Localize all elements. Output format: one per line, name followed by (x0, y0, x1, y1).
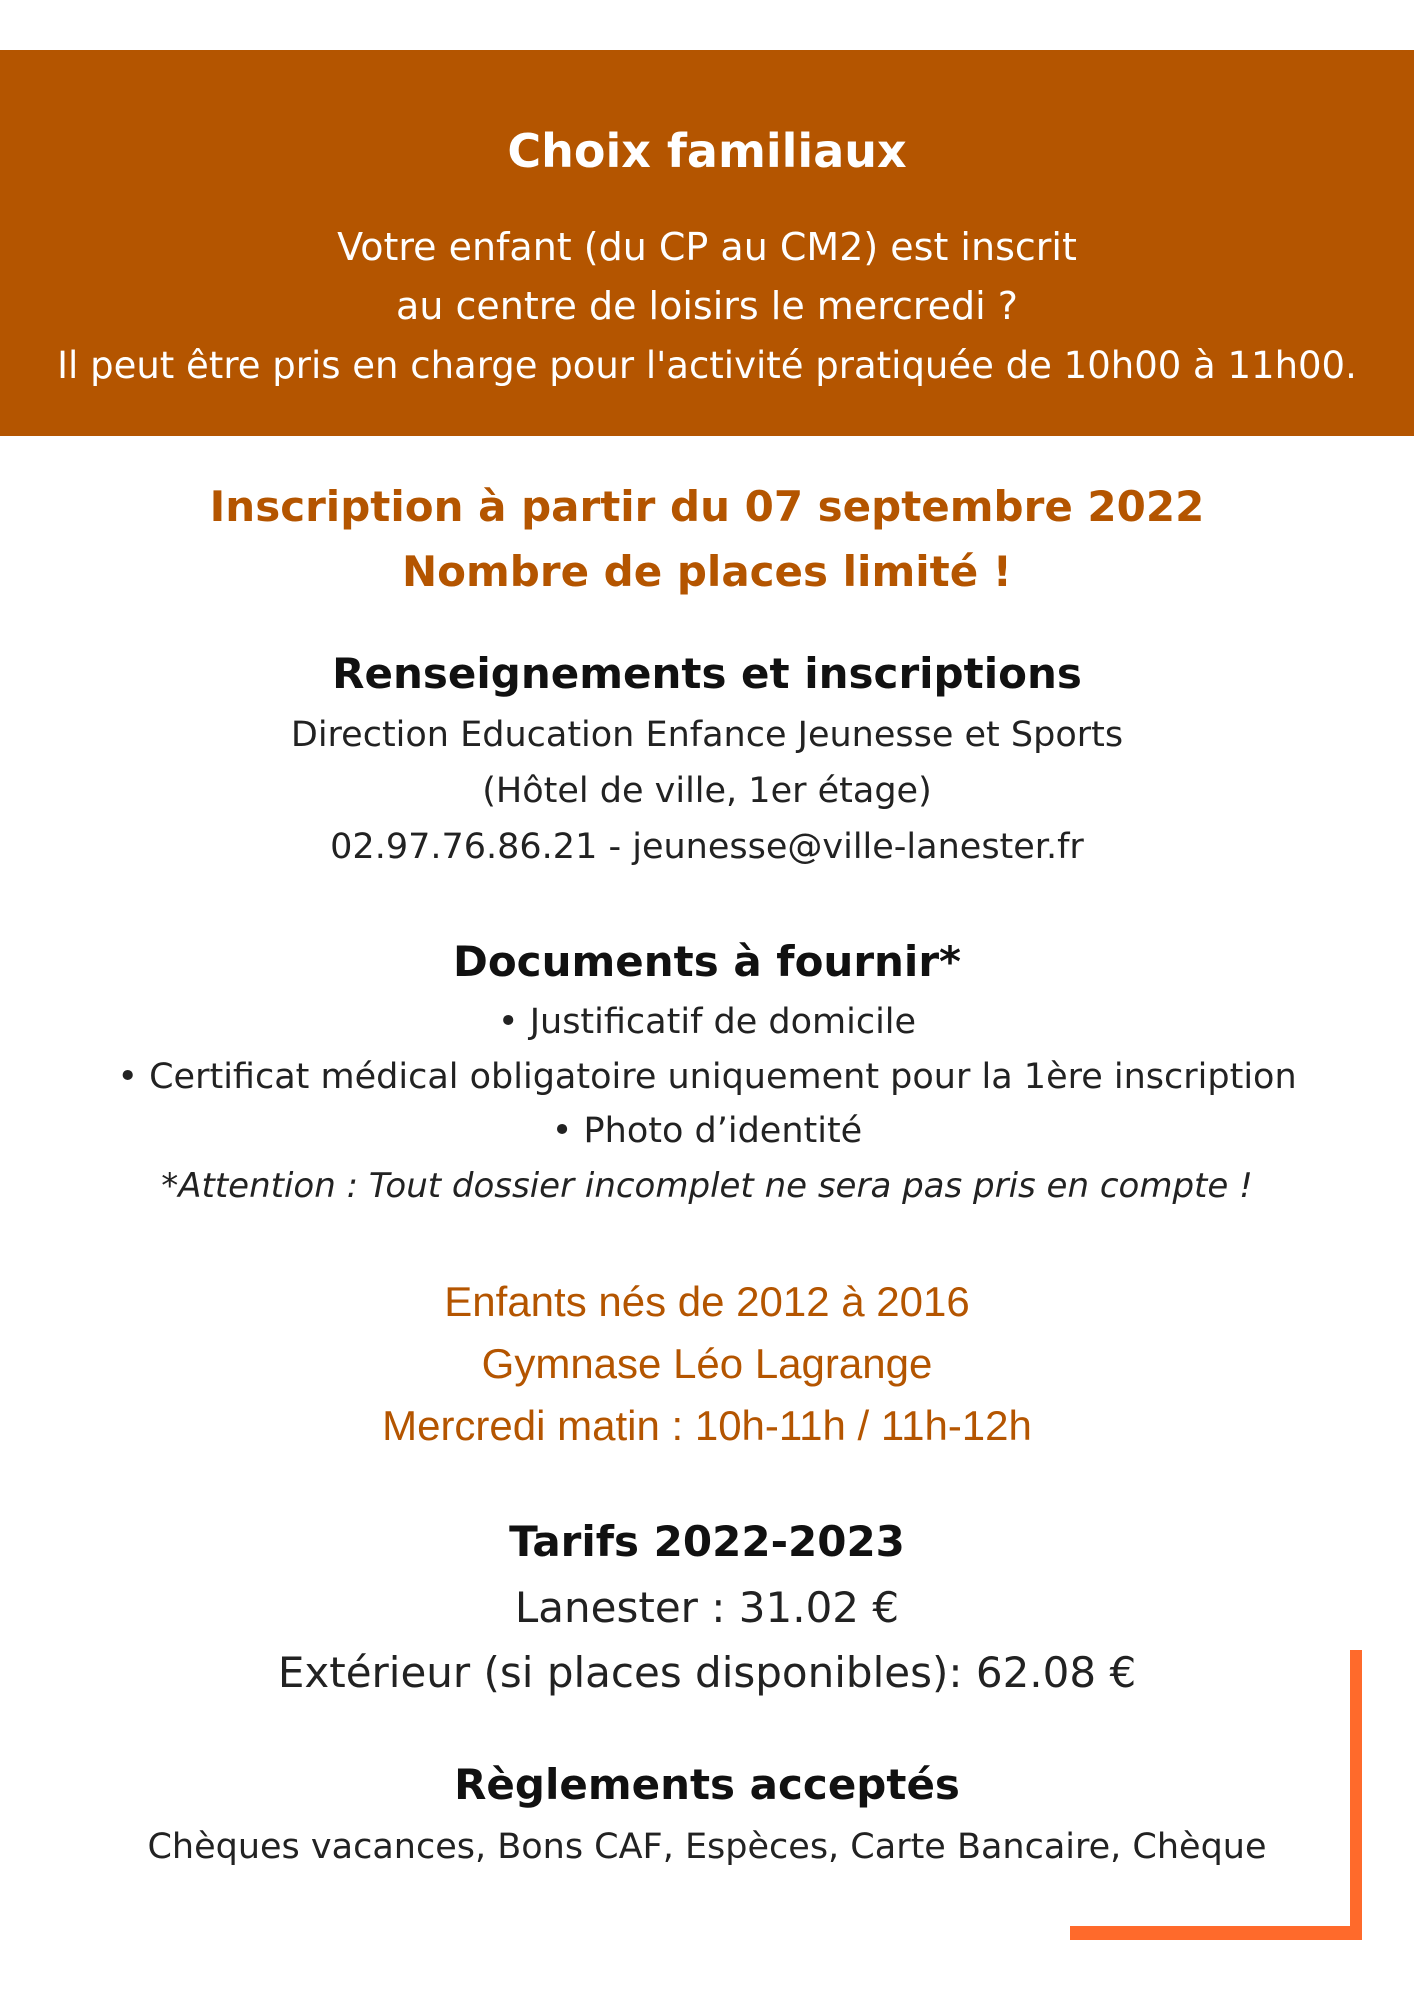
documents-title: Documents à fournir* (452, 937, 962, 986)
tarifs-title: Tarifs 2022-2023 (509, 1517, 905, 1566)
renseignements-title: Renseignements et inscriptions (332, 649, 1082, 698)
document-item: • Certificat médical obligatoire uniquement pour la 1ère inscription (117, 1057, 1297, 1097)
activity-ages: Enfants nés de 2012 à 2016 (444, 1278, 970, 1325)
banner-line-1: Votre enfant (du CP au CM2) est inscrit (337, 225, 1077, 269)
renseignements-contact: 02.97.76.86.21 - jeunesse@ville-lanester.fr (330, 827, 1084, 867)
renseignements-location: (Hôtel de ville, 1er étage) (482, 771, 932, 811)
tarif-exterieur: Extérieur (si places disponibles): 62.08 € (277, 1648, 1137, 1697)
banner-line-3: Il peut être pris en charge pour l'activité pratiquée de 10h00 à 11h00. (57, 344, 1357, 387)
document-item: • Justificatif de domicile (497, 1002, 917, 1042)
renseignements-department: Direction Education Enfance Jeunesse et Sports (290, 715, 1124, 755)
limited-places-notice: Nombre de places limité ! (402, 547, 1012, 596)
documents-warning-note: *Attention : Tout dossier incomplet ne sera pas pris en compte ! (161, 1166, 1253, 1206)
activity-place: Gymnase Léo Lagrange (481, 1340, 933, 1387)
corner-bracket-horizontal (1070, 1926, 1362, 1940)
inscription-date: Inscription à partir du 07 septembre 2022 (209, 482, 1205, 531)
reglements-title: Règlements acceptés (454, 1760, 960, 1809)
payment-methods: Chèques vacances, Bons CAF, Espèces, Carte Bancaire, Chèque (147, 1827, 1267, 1867)
activity-schedule: Mercredi matin : 10h-11h / 11h-12h (382, 1402, 1032, 1449)
header-banner (0, 50, 1414, 436)
document-item: • Photo d’identité (551, 1111, 863, 1151)
banner-title: Choix familiaux (507, 124, 907, 178)
corner-bracket-vertical (1350, 1650, 1362, 1940)
tarif-lanester: Lanester : 31.02 € (514, 1583, 900, 1632)
banner-line-2: au centre de loisirs le mercredi ? (396, 284, 1018, 328)
